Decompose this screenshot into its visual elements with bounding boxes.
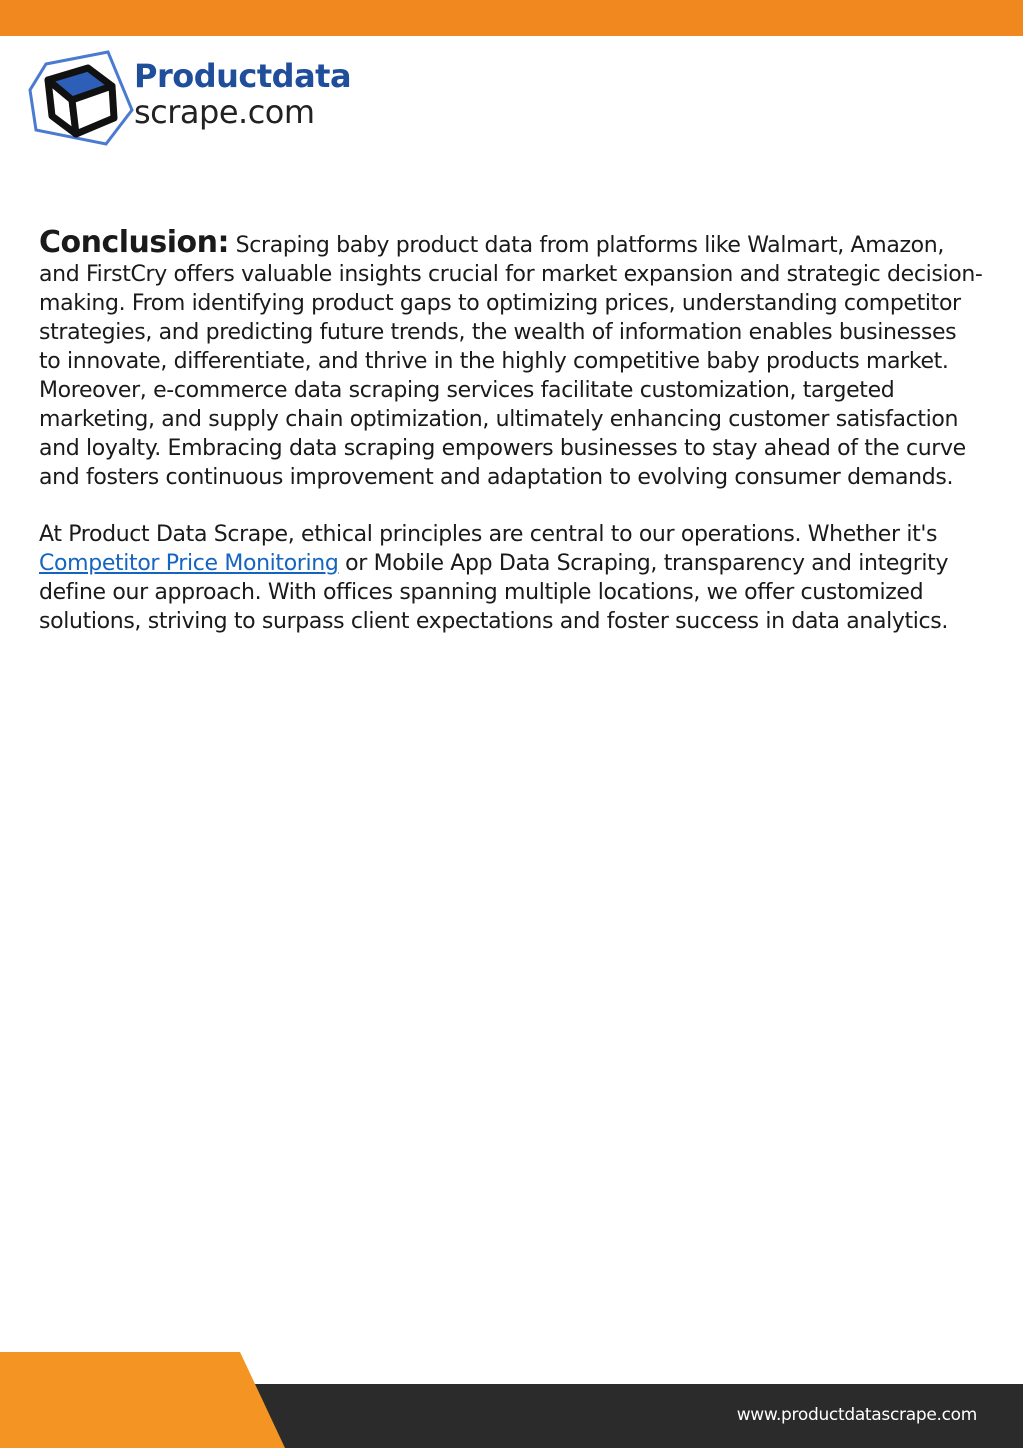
logo[interactable] [28,50,388,150]
conclusion-body: Scraping baby product data from platforms like Walmart, Amazon, and FirstCry offers valuable insights crucial for market expansion and strategic decision-making. From identifying product gaps to optimizing prices, understanding competitor strategies, and predicting future trends, the wealth of information enables businesses to innovate, differentiate, and thrive in the highly competitive baby products market. Moreover, e-commerce data scraping services facilitate customization, targeted marketing, and supply chain optimization, ultimately enhancing customer satisfaction and loyalty. Embracing data scraping empowers businesses to stay ahead of the curve and fosters continuous improvement and adaptation to evolving consumer demands. [39,233,983,490]
conclusion-heading: Conclusion: [39,225,230,260]
main-content [39,225,984,664]
logo-line-1: Productdata [134,57,352,95]
footer-website-url[interactable]: www.productdatascrape.com [736,1405,977,1425]
about-text-before-link: At Product Data Scrape, ethical principles are central to our operations. Whether it's [39,522,938,547]
logo-line-2: scrape.com [134,93,315,131]
footer-accent [0,1352,300,1448]
about-text-after-link: or Mobile App Data Scraping, transparency and integrity define our approach. With offices spanning multiple locations, we offer customized solutions, striving to surpass client expectations and foster success in data analytics. [39,551,949,634]
competitor-price-monitoring-link[interactable]: Competitor Price Monitoring [39,551,339,576]
logo-wordmark [134,57,352,131]
header-bar [0,0,1023,36]
cube-logo-icon [28,50,138,150]
about-paragraph [39,520,984,636]
conclusion-paragraph [39,225,984,492]
